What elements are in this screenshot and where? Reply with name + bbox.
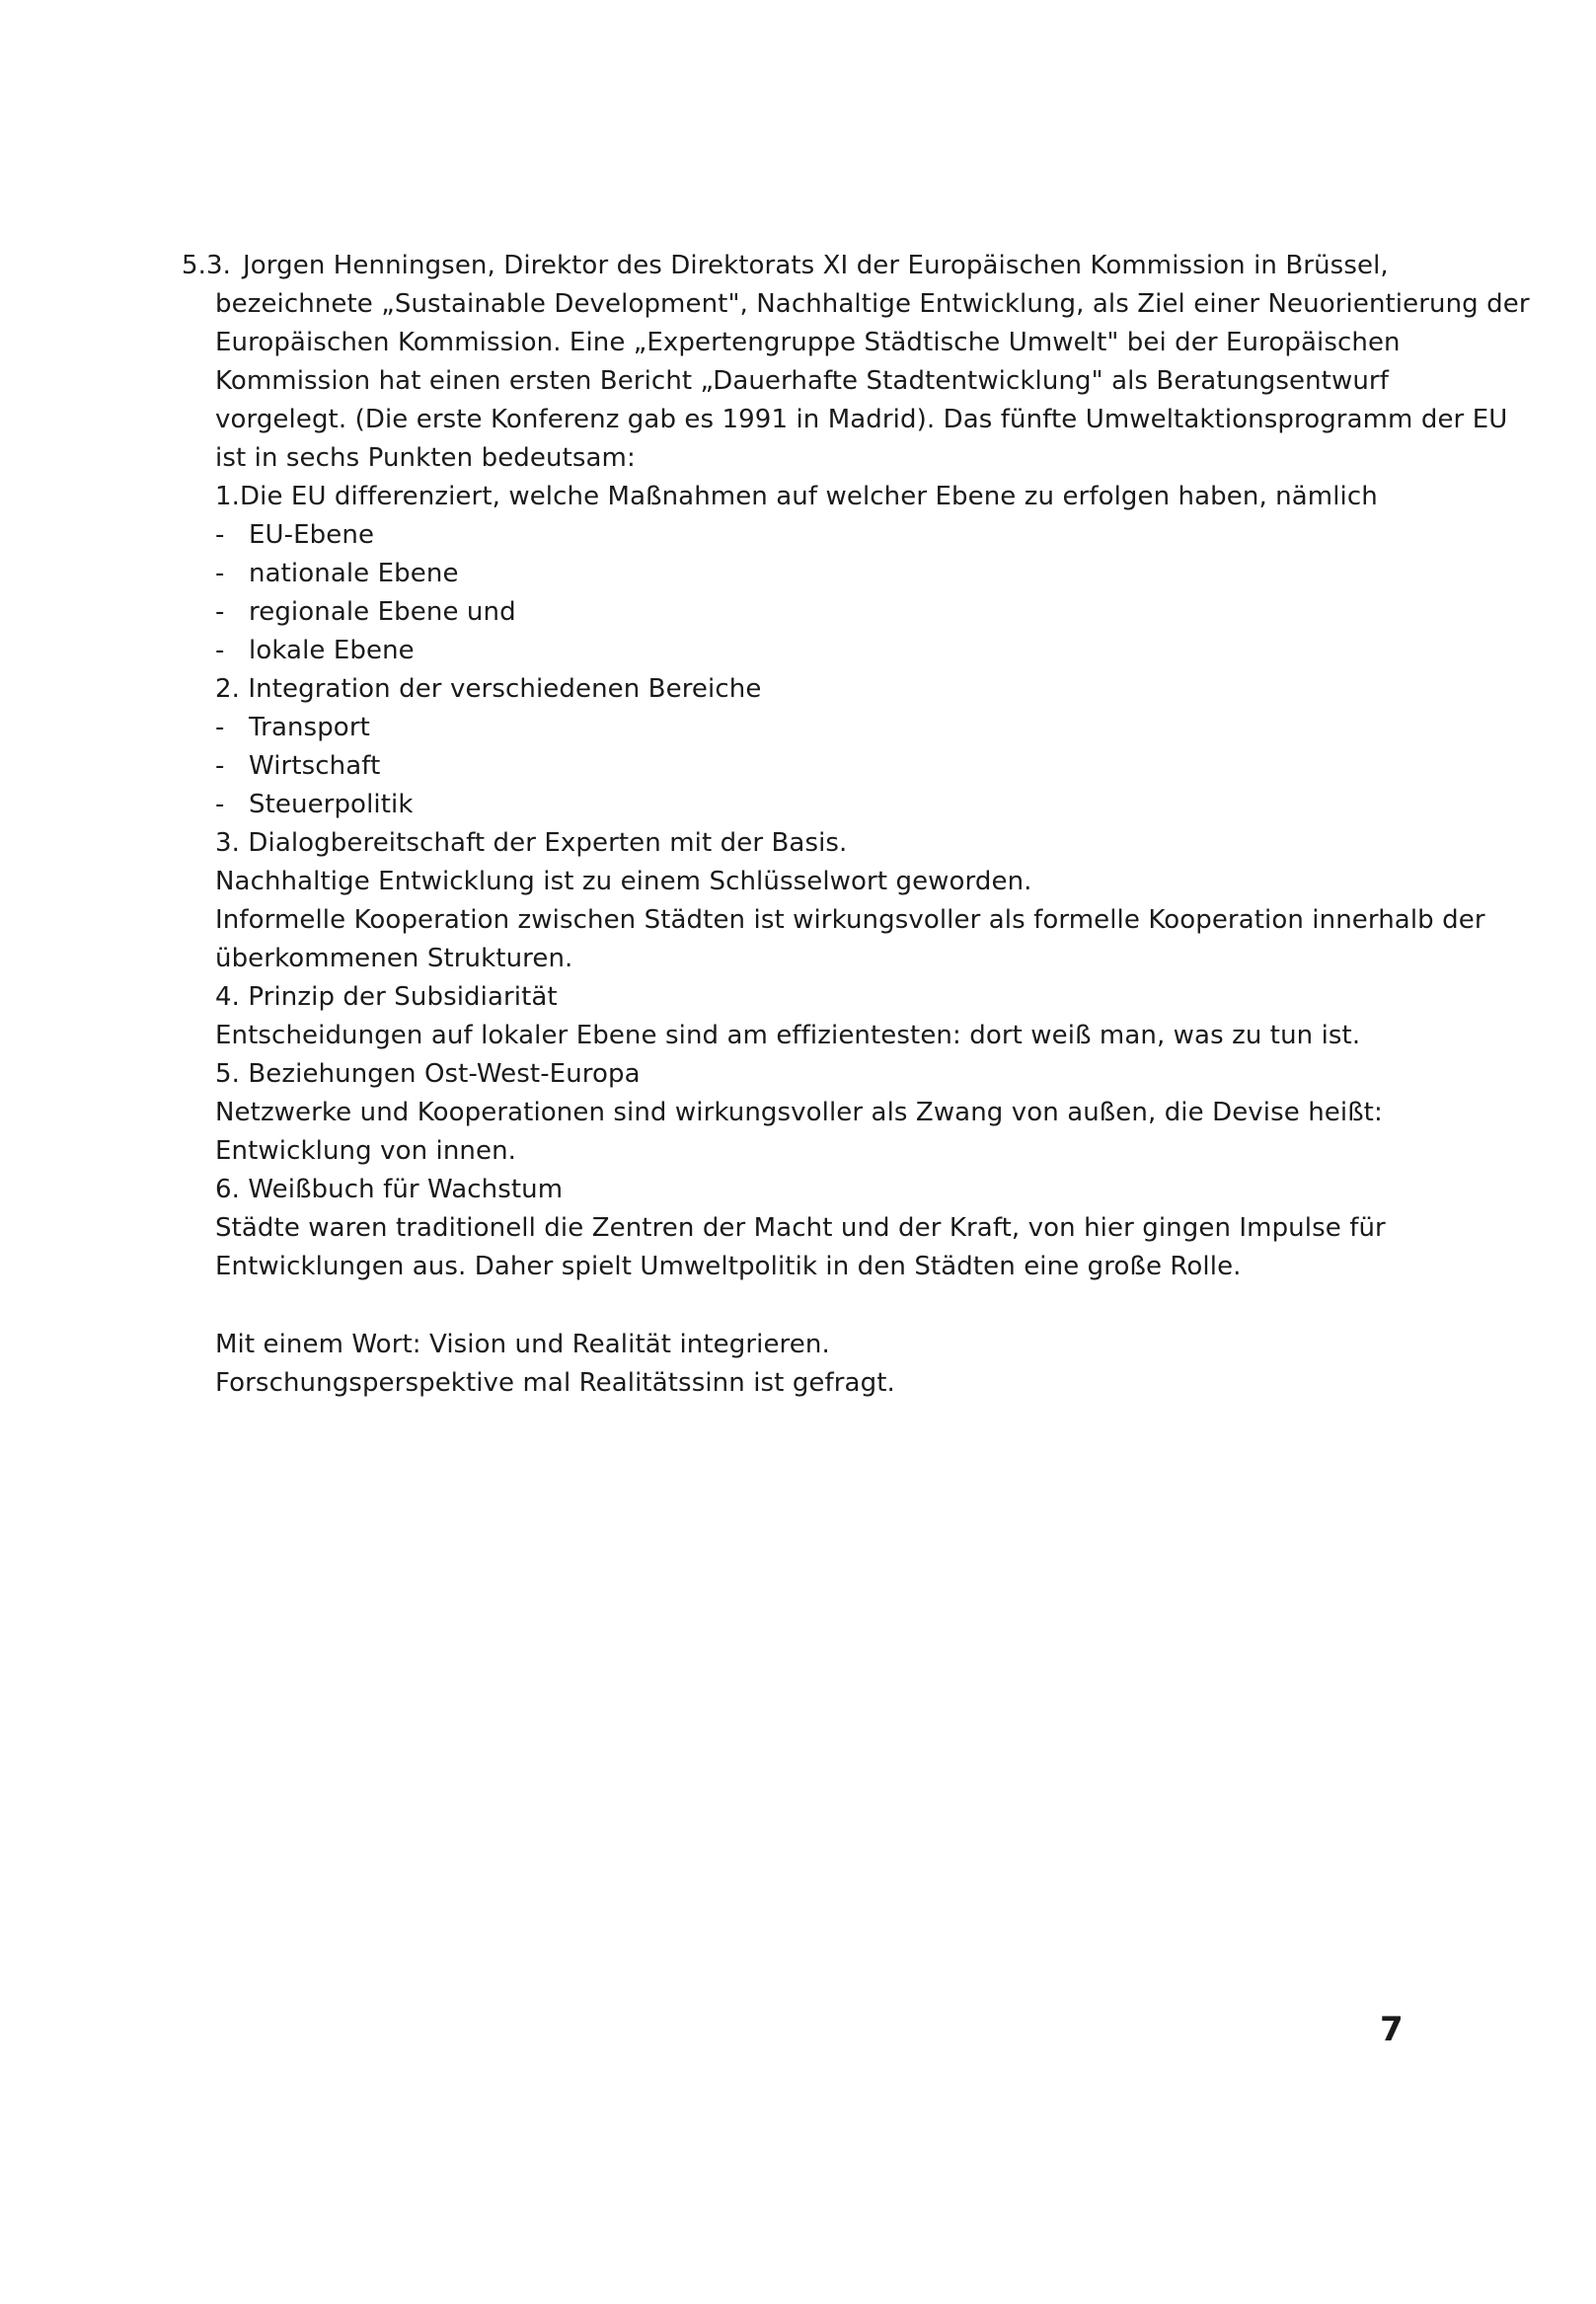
list-item <box>215 555 1406 593</box>
intro-line: bezeichnete „Sustainable Development", Nachhaltige Entwicklung, als Ziel einer Neuorientierung der <box>215 289 1530 319</box>
paragraph-gap <box>182 1286 1406 1326</box>
list-item-text: lokale Ebene <box>249 636 415 665</box>
list-item-text: nationale Ebene <box>249 559 459 588</box>
section-5-3 <box>182 247 1530 1403</box>
point-5-heading: 5. Beziehungen Ost-West-Europa <box>215 1059 641 1089</box>
list-item-text: Wirtschaft <box>249 751 381 781</box>
body-line: Entwicklung von innen. <box>215 1136 517 1166</box>
point-2-heading: 2. Integration der verschiedenen Bereiche <box>215 674 762 704</box>
list-item <box>215 593 1406 632</box>
dash-bullet: - <box>215 713 225 742</box>
intro-line: Kommission hat einen ersten Bericht „Dauerhafte Stadtentwicklung" als Beratungsentwurf <box>215 366 1389 396</box>
intro-line: ist in sechs Punkten bedeutsam: <box>215 443 636 473</box>
list-item <box>215 786 1406 824</box>
body-line: Entwicklungen aus. Daher spielt Umweltpolitik in den Städten eine große Rolle. <box>215 1252 1242 1281</box>
list-item <box>215 709 1406 747</box>
point-6-heading: 6. Weißbuch für Wachstum <box>215 1175 564 1204</box>
list-item-text: regionale Ebene und <box>249 597 516 627</box>
intro-line: vorgelegt. (Die erste Konferenz gab es 1991 in Madrid). Das fünfte Umweltaktionsprogramm der EU <box>215 405 1508 434</box>
page-number: 7 <box>1380 2010 1404 2049</box>
section-intro-line <box>182 247 1406 285</box>
body-line: Entscheidungen auf lokaler Ebene sind am effizientesten: dort weiß man, was zu tun ist. <box>215 1021 1361 1050</box>
dash-bullet: - <box>215 751 225 781</box>
point-4-heading: 4. Prinzip der Subsidiarität <box>215 982 558 1012</box>
body-line: überkommenen Strukturen. <box>215 944 573 973</box>
intro-text: Jorgen Henningsen, Direktor des Direktorats XI der Europäischen Kommission in Brüssel, <box>243 251 1389 280</box>
body-line: Informelle Kooperation zwischen Städten ist wirkungsvoller als formelle Kooperation innerhalb der <box>215 905 1485 935</box>
closing-line: Forschungsperspektive mal Realitätssinn ist gefragt. <box>215 1368 895 1398</box>
list-item-text: Steuerpolitik <box>249 790 414 819</box>
list-item <box>215 516 1406 555</box>
dash-bullet: - <box>215 559 225 588</box>
point-1-heading: 1.Die EU differenziert, welche Maßnahmen auf welcher Ebene zu erfolgen haben, nämlich <box>215 482 1378 511</box>
point-3-heading: 3. Dialogbereitschaft der Experten mit der Basis. <box>215 828 848 858</box>
list-item <box>215 632 1406 670</box>
section-number: 5.3. <box>182 251 232 280</box>
body-line: Netzwerke und Kooperationen sind wirkungsvoller als Zwang von außen, die Devise heißt: <box>215 1098 1383 1127</box>
body-line: Städte waren traditionell die Zentren der Macht und der Kraft, von hier gingen Impulse für <box>215 1213 1386 1243</box>
list-item-text: Transport <box>249 713 370 742</box>
dash-bullet: - <box>215 636 225 665</box>
list-item-text: EU-Ebene <box>249 520 375 550</box>
dash-bullet: - <box>215 520 225 550</box>
closing-line: Mit einem Wort: Vision und Realität integrieren. <box>215 1330 830 1359</box>
body-line: Nachhaltige Entwicklung ist zu einem Schlüsselwort geworden. <box>215 867 1032 896</box>
dash-bullet: - <box>215 597 225 627</box>
intro-line: Europäischen Kommission. Eine „Expertengruppe Städtische Umwelt" bei der Europäischen <box>215 328 1401 357</box>
dash-bullet: - <box>215 790 225 819</box>
list-item <box>215 747 1406 786</box>
